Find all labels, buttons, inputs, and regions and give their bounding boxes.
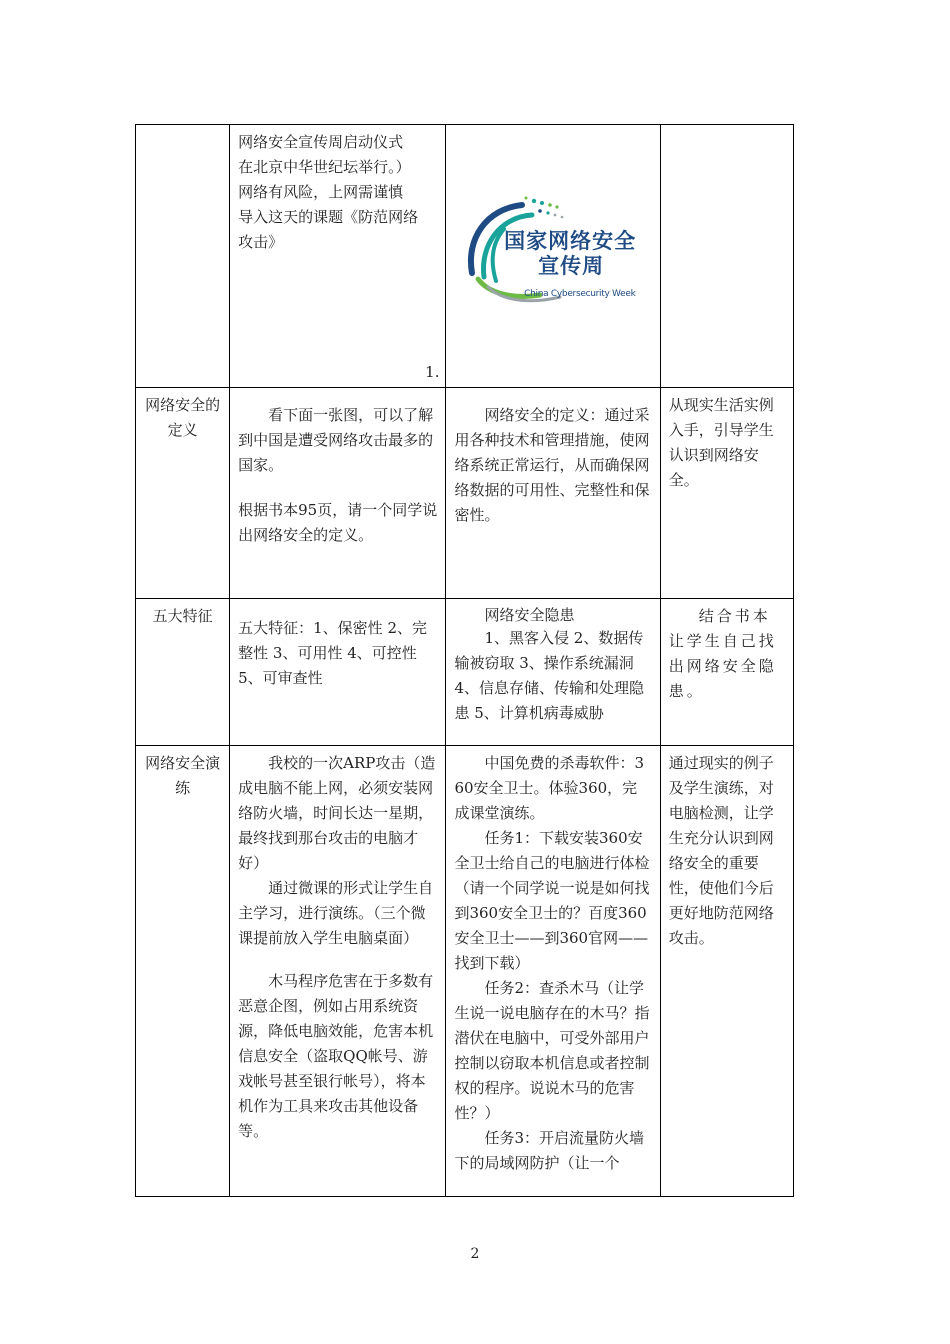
row4-activity-paragraph: 通过微课的形式让学生自主学习，进行演练。（三个微课提前放入学生电脑桌面） — [238, 879, 434, 947]
row3-intent-paragraph: 结合书本让学生自己找出网络安全隐患。 — [668, 607, 777, 700]
row3-content-title: 网络安全隐患 — [484, 606, 575, 624]
row3-topic-cell: 五大特征 — [136, 599, 230, 746]
table-row — [136, 746, 794, 1197]
row4-content-paragraph: 中国免费的杀毒软件：360安全卫士。体验360，完成课堂演练。 — [454, 754, 645, 822]
logo-title-line1: 国家网络安全 — [504, 229, 637, 253]
row2-intent-cell — [660, 388, 793, 599]
row2-intent-paragraph: 从现实生活实例入手，引导学生认识到网络安全。 — [668, 396, 774, 489]
row4-content-paragraph: 任务2：查杀木马（让学生说一说电脑存在的木马？指潜伏在电脑中，可受外部用户控制以窃取本机信息或者控制权的程序。说说木马的危害性？） — [454, 979, 650, 1122]
row3-activity-cell — [230, 599, 446, 746]
row2-activity-paragraph: 看下面一张图，可以了解到中国是遭受网络攻击最多的国家。 — [238, 406, 434, 474]
row4-content-paragraph: 任务1：下载安装360安全卫士给自己的电脑进行体检（请一个同学说一说是如何找到360安全卫士的？百度360安全卫士——到360官网——找到下载） — [454, 829, 650, 972]
row4-content-cell — [446, 746, 660, 1197]
row4-content-paragraph: 任务3：开启流量防火墙下的局域网防护（让一个 — [454, 1129, 645, 1172]
logo-subtitle: China Cybersecurity Week — [524, 289, 636, 299]
page-number: 2 — [470, 1246, 480, 1262]
row4-activity-paragraph: 木马程序危害在于多数有恶意企图，例如占用系统资源，降低电脑效能，危害本机信息安全（盗取QQ帐号、游戏帐号甚至银行帐号），将本机作为工具来攻击其他设备等。 — [238, 972, 434, 1140]
row1-image-cell — [446, 125, 660, 388]
table-row — [136, 388, 794, 599]
table-row — [136, 125, 794, 388]
row4-activity-paragraph: 我校的一次ARP攻击（造成电脑不能上网，必须安装网络防火墙，时间长达一星期，最终找到那台攻击的电脑才好） — [238, 754, 436, 872]
row1-activity-line: 导入这天的课题《防范网络 — [238, 208, 419, 226]
table-row — [136, 599, 794, 746]
row1-activity-line: 网络有风险，上网需谨慎 — [238, 183, 404, 201]
row1-activity-line: 在北京中华世纪坛举行。） — [238, 158, 411, 176]
row1-activity-cell — [230, 125, 446, 388]
row4-activity-cell — [230, 746, 446, 1197]
row2-content-cell — [446, 388, 660, 599]
row2-topic-cell: 网络安全的定义 — [136, 388, 230, 599]
list-marker: 1. — [425, 363, 440, 381]
row1-activity-line: 网络安全宣传周启动仪式 — [238, 133, 404, 151]
row3-intent-cell — [660, 599, 793, 746]
row4-intent-paragraph: 通过现实的例子及学生演练，对电脑检测，让学生充分认识到网络安全的重要性，使他们今后更好地防范网络攻击。 — [668, 754, 774, 947]
row1-intent-cell — [660, 125, 793, 388]
row3-content-paragraph: 1、黑客入侵 2、数据传输被窃取 3、操作系统漏洞 4、信息存储、传输和处理隐患 5、计算机病毒威胁 — [454, 629, 645, 722]
row2-activity-cell — [230, 388, 446, 599]
row1-topic-cell — [136, 125, 230, 388]
logo-title-line2: 宣传周 — [538, 254, 605, 278]
row3-content-cell — [446, 599, 660, 746]
row2-content-paragraph: 网络安全的定义：通过采用各种技术和管理措施，使网络系统正常运行，从而确保网络数据的可用性、完整性和保密性。 — [454, 406, 650, 524]
row4-topic-cell: 网络安全演练 — [136, 746, 230, 1197]
row1-activity-line: 攻击》 — [238, 233, 284, 251]
row4-intent-cell — [660, 746, 793, 1197]
lesson-plan-table — [135, 124, 794, 1197]
row2-activity-paragraph: 根据书本95页，请一个同学说出网络安全的定义。 — [238, 501, 438, 544]
row3-activity-paragraph: 五大特征：1、保密性 2、完整性 3、可用性 4、可控性 5、可审查性 — [238, 619, 427, 687]
cybersecurity-week-logo — [460, 195, 646, 307]
